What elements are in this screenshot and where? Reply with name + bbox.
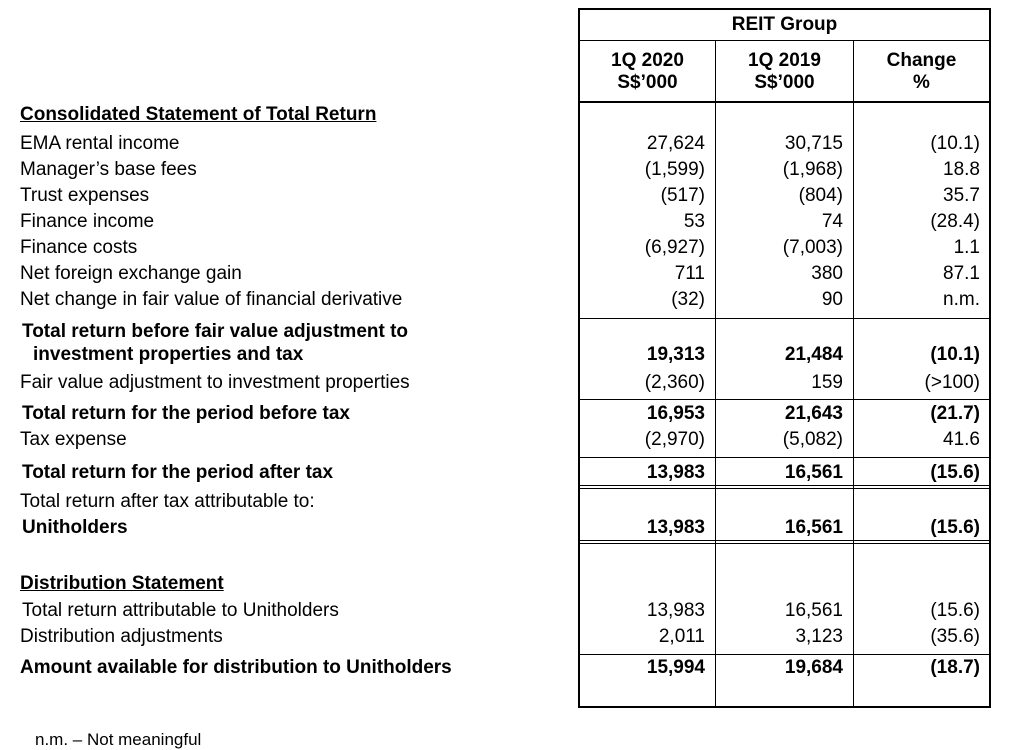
value-change: (21.7) [930,403,980,424]
col-header-change [854,50,989,94]
row-label-bold: Amount available for distribution to Unitholders [20,657,452,678]
row-label: EMA rental income [20,133,180,154]
row-label: Fair value adjustment to investment properties [20,372,410,393]
row-label-bold: Total return for the period after tax [22,462,334,483]
value-1q2020: 711 [674,263,705,284]
subtotal-rule-1 [578,318,991,319]
double-rule-b1 [578,540,991,541]
value-change: 35.7 [943,185,980,206]
value-1q2020: 13,983 [646,600,705,621]
footnote: n.m. – Not meaningful [35,730,202,749]
value-change: 41.6 [943,429,980,450]
row-label-bold: Unitholders [22,517,128,538]
value-1q2020: (6,927) [644,237,705,258]
value-change: (15.6) [930,600,980,621]
value-1q2019: 19,684 [784,657,843,678]
value-change: (15.6) [930,462,980,483]
subtotal-rule-2 [578,399,991,400]
value-1q2019: 16,561 [784,462,843,483]
value-1q2019: 74 [821,211,843,232]
value-1q2020: (32) [671,289,705,310]
value-1q2019: 30,715 [784,133,843,154]
row-label: Tax expense [20,429,127,450]
value-1q2020: 13,983 [646,517,705,538]
value-change: 1.1 [953,237,980,258]
row-label: Trust expenses [20,185,150,206]
row-label: Total return attributable to Unitholders [22,600,339,621]
col-header-1q2019 [716,50,853,94]
value-change: (28.4) [930,211,980,232]
table-border-top [578,8,991,10]
value-change: (18.7) [930,657,980,678]
row-label-bold: Total return before fair value adjustment to [22,321,409,342]
value-1q2019: 16,561 [784,517,843,538]
value-1q2020: (1,599) [644,159,705,180]
value-1q2020: (2,970) [644,429,705,450]
value-1q2019: 159 [811,372,843,393]
header-bottom-rule [578,101,991,103]
value-1q2020: 16,953 [646,403,705,424]
col-header-change-unit: % [913,72,930,93]
value-1q2019: (5,082) [782,429,843,450]
value-1q2019: (7,003) [782,237,843,258]
row-label: Finance costs [20,237,138,258]
row-label: Net foreign exchange gain [20,263,242,284]
row-label: Manager’s base fees [20,159,197,180]
value-change: (15.6) [930,517,980,538]
value-1q2020: (517) [660,185,705,206]
value-1q2019: 90 [821,289,843,310]
section-title-distribution: Distribution Statement [20,573,224,594]
col-header-1q2020 [580,50,715,94]
value-1q2020: 13,983 [646,462,705,483]
col-header-change-title: Change [886,50,957,71]
row-label-bold: investment properties and tax [33,344,304,365]
double-rule-a1 [578,485,991,486]
row-label: Net change in fair value of financial derivative [20,289,403,310]
section-title-total-return: Consolidated Statement of Total Return [20,104,377,125]
value-1q2019: (1,968) [782,159,843,180]
double-rule-a2 [578,488,991,489]
col-header-1q2019-period: 1Q 2019 [748,50,821,71]
value-1q2019: 21,484 [784,344,843,365]
value-change: (35.6) [930,626,980,647]
value-1q2020: 15,994 [646,657,705,678]
value-1q2020: 53 [683,211,705,232]
value-1q2019: (804) [798,185,843,206]
subtotal-rule-3 [578,457,991,458]
value-1q2019: 380 [811,263,843,284]
value-change: 18.8 [943,159,980,180]
value-1q2019: 3,123 [795,626,843,647]
column-divider-2 [853,41,854,706]
group-header: REIT Group [731,14,838,35]
column-divider-1 [715,41,716,706]
row-label-bold: Total return for the period before tax [22,403,350,424]
col-header-1q2020-period: 1Q 2020 [611,50,684,71]
value-1q2020: 27,624 [646,133,705,154]
value-1q2020: 2,011 [658,626,705,647]
value-1q2019: 21,643 [784,403,843,424]
row-label: Total return after tax attributable to: [20,491,315,512]
value-1q2020: (2,360) [644,372,705,393]
value-1q2020: 19,313 [646,344,705,365]
value-change: (>100) [924,372,980,393]
subtotal-rule-4 [578,654,991,655]
row-label: Finance income [20,211,155,232]
row-label: Distribution adjustments [20,626,223,647]
table-border-bottom [578,706,991,708]
col-header-1q2020-unit: S$’000 [617,72,678,93]
value-change: (10.1) [930,344,980,365]
double-rule-b2 [578,543,991,544]
table-border-left [578,8,580,708]
value-change: 87.1 [943,263,980,284]
value-change: (10.1) [930,133,980,154]
header-divider [578,40,991,41]
value-1q2019: 16,561 [784,600,843,621]
col-header-1q2019-unit: S$’000 [754,72,815,93]
value-change: n.m. [943,289,980,310]
table-border-right [989,8,991,708]
